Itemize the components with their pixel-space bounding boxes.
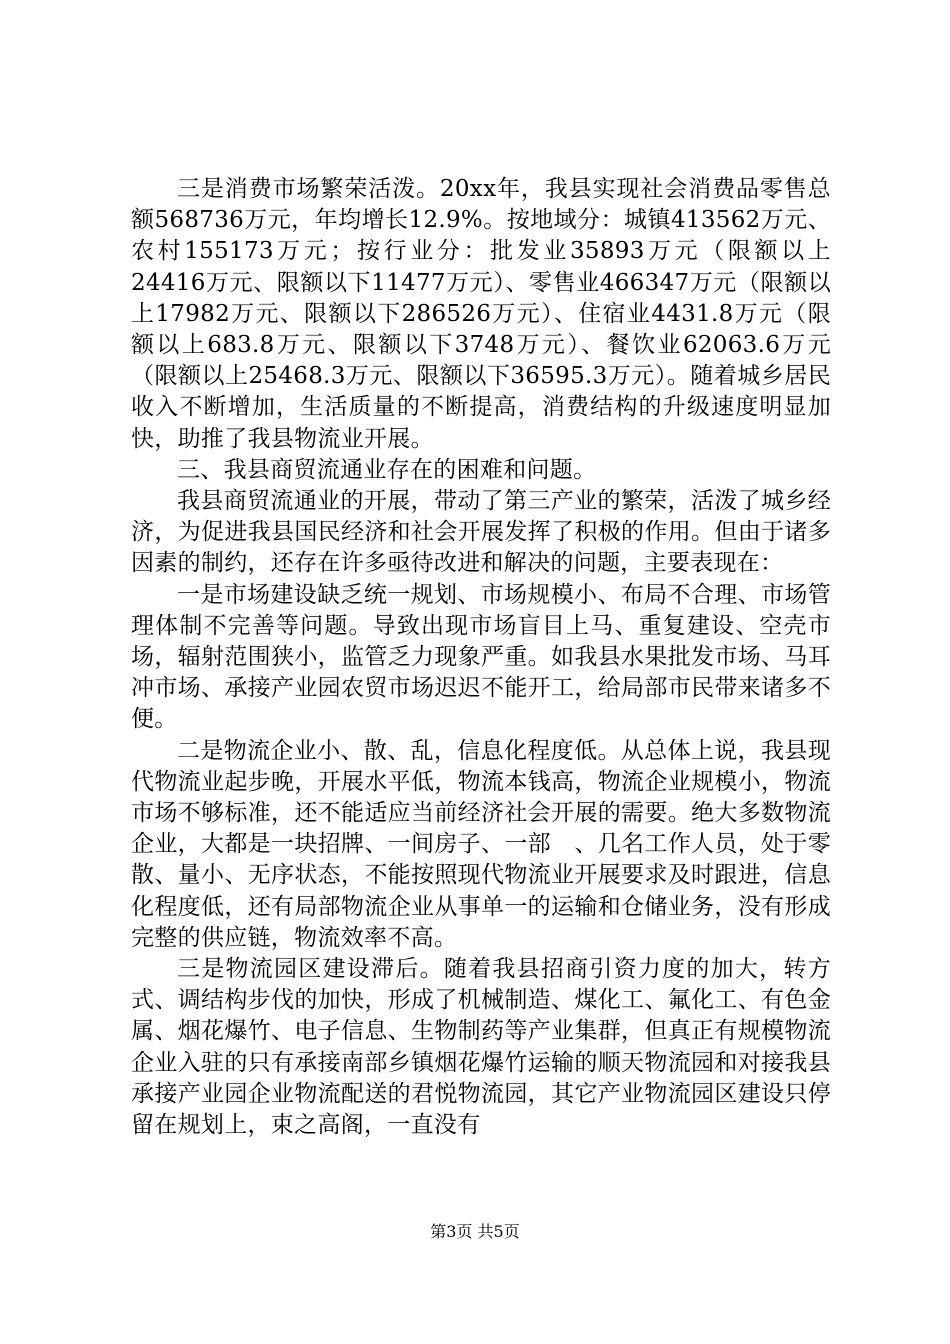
paragraph-logistics-enterprises: 二是物流企业小、散、乱，信息化程度低。从总体上说，我县现代物流业起步晚，开展水平低，物流本钱高，物流企业规模小，物流市场不够标准，还不能适应当前经济社会开展的需要。绝大多数物流企业，大都是一块招牌、一间房子、一部 、几名工作人员，处于零散、量小、无序状态，不能按照现代物流业开展要求及时跟进，信息化程度低，还有局部物流企业从事单一的运输和仓储业务，没有形成完整的供应链，物流效率不高。 (131, 737, 831, 951)
page-footer: 第3页 共5页 (430, 1222, 520, 1241)
paragraph-intro-problems: 我县商贸流通业的开展，带动了第三产业的繁荣，活泼了城乡经济，为促进我县国民经济和社会开展发挥了积极的作用。但由于诸多因素的制约，还存在许多亟待改进和解决的问题，主要表现在： (131, 488, 831, 577)
paragraph-market-construction: 一是市场建设缺乏统一规划、市场规模小、布局不合理、市场管理体制不完善等问题。导致出现市场盲目上马、重复建设、空壳市场，辐射范围狭小，监管乏力现象严重。如我县水果批发市场、马耳冲市场、承接产业园农贸市场迟迟不能开工，给局部市民带来诸多不便。 (131, 581, 831, 733)
document-body (131, 174, 831, 1141)
paragraph-consumer-market: 三是消费市场繁荣活泼。20xx年，我县实现社会消费品零售总额568736万元，年均增长12.9%。按地域分：城镇413562万元、农村155173万元；按行业分：批发业35893万元（限额以上24416万元、限额以下11477万元）、零售业466347万元（限额以上17982万元、限额以下286526万元）、住宿业4431.8万元（限额以上683.8万元、限额以下3748万元）、餐饮业62063.6万元（限额以上25468.3万元、限额以下36595.3万元）。随着城乡居民收入不断增加，生活质量的不断提高，消费结构的升级速度明显加快，助推了我县物流业开展。 (131, 176, 831, 452)
section-heading-problems: 三、我县商贸流通业存在的困难和问题。 (177, 456, 597, 483)
paragraph-logistics-parks: 三是物流园区建设滞后。随着我县招商引资力度的加大，转方式、调结构步伐的加快，形成了机械制造、煤化工、氟化工、有色金属、烟花爆竹、电子信息、生物制药等产业集群，但真正有规模物流企业入驻的只有承接南部乡镇烟花爆竹运输的顺天物流园和对接我县承接产业园企业物流配送的君悦物流园，其它产业物流园区建设只停留在规划上，束之高阁，一直没有 (131, 956, 831, 1139)
